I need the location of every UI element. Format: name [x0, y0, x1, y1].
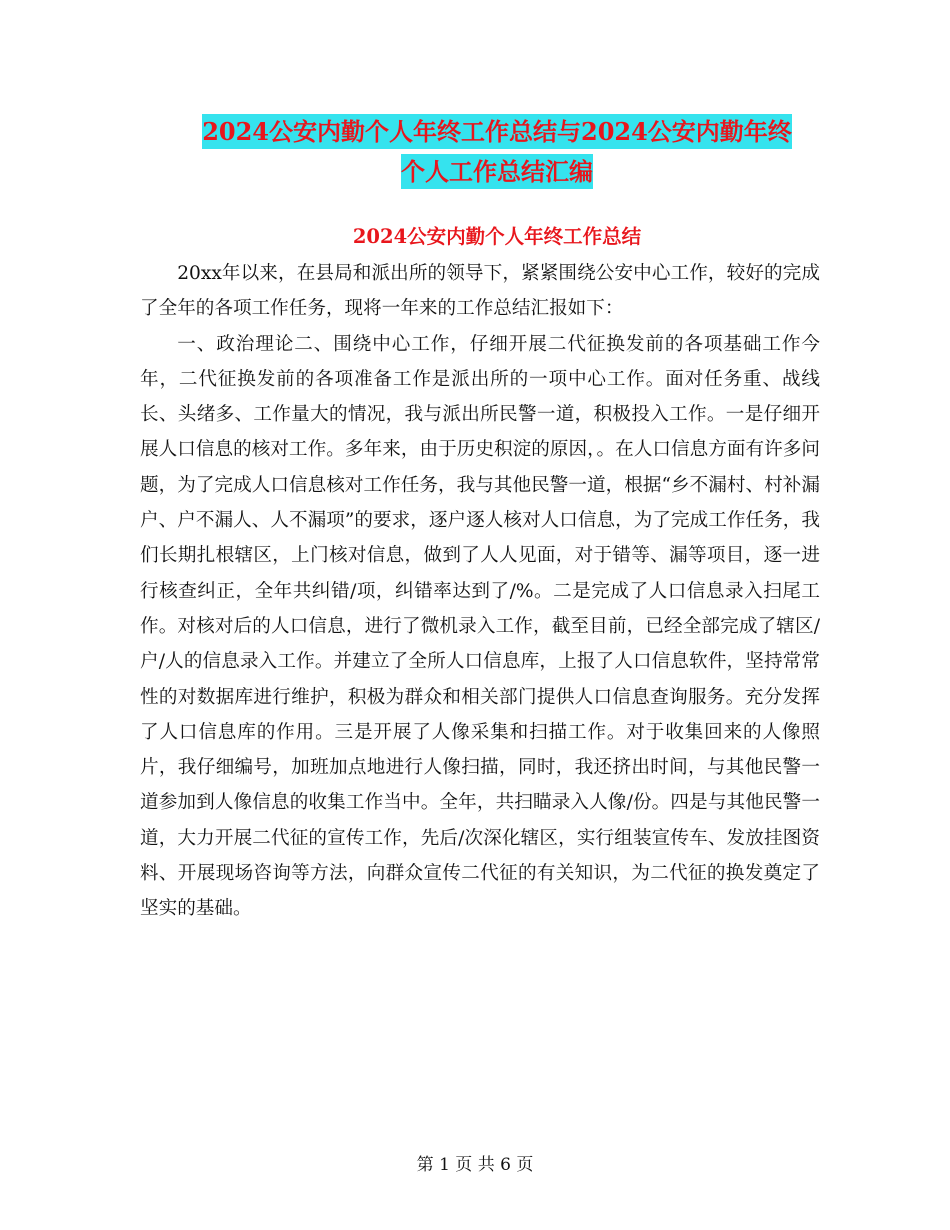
body-text [140, 256, 820, 927]
paragraph-main: 一、政治理论二、围绕中心工作，仔细开展二代征换发前的各项基础工作今年，二代征换发前的各项准备工作是派出所的一项中心工作。面对任务重、战线长、头绪多、工作量大的情况，我与派出所民警一道，积极投入工作。一是仔细开展人口信息的核对工作。多年来，由于历史积淀的原因，。在人口信息方面有许多问题，为了完成人口信息核对工作任务，我与其他民警一道，根据“乡不漏村、村补漏户、户不漏人、人不漏项”的要求，逐户逐人核对人口信息，为了完成工作任务，我们长期扎根辖区，上门核对信息，做到了人人见面，对于错等、漏等项目，逐一进行核查纠正，全年共纠错/项，纠错率达到了/%。二是完成了人口信息录入扫尾工作。对核对后的人口信息，进行了微机录入工作，截至目前，已经全部完成了辖区/户/人的信息录入工作。并建立了全所人口信息库，上报了人口信息软件，坚持常常性的对数据库进行维护，积极为群众和相关部门提供人口信息查询服务。充分发挥了人口信息库的作用。三是开展了人像采集和扫描工作。对于收集回来的人像照片，我仔细编号，加班加点地进行人像扫描，同时，我还挤出时间，与其他民警一道参加到人像信息的收集工作当中。全年，共扫瞄录入人像/份。四是与其他民警一道，大力开展二代征的宣传工作，先后/次深化辖区，实行组装宣传车、发放挂图资料、开展现场咨询等方法，向群众宣传二代征的有关知识，为二代征的换发奠定了坚实的基础。 [140, 333, 820, 920]
page-footer: 第 1 页 共 6 页 [416, 1155, 534, 1175]
paragraph-intro: 20xx年以来，在县局和派出所的领导下，紧紧围绕公安中心工作，较好的完成了全年的各项工作任务，现将一年来的工作总结汇报如下： [140, 263, 820, 320]
document-title [140, 112, 854, 192]
section-title: 2024公安内勤个人年终工作总结 [352, 225, 642, 248]
document-title-line-1: 2024公安内勤个人年终工作总结与2024公安内勤年终 [202, 114, 792, 149]
document-title-line-2: 个人工作总结汇编 [401, 154, 593, 189]
